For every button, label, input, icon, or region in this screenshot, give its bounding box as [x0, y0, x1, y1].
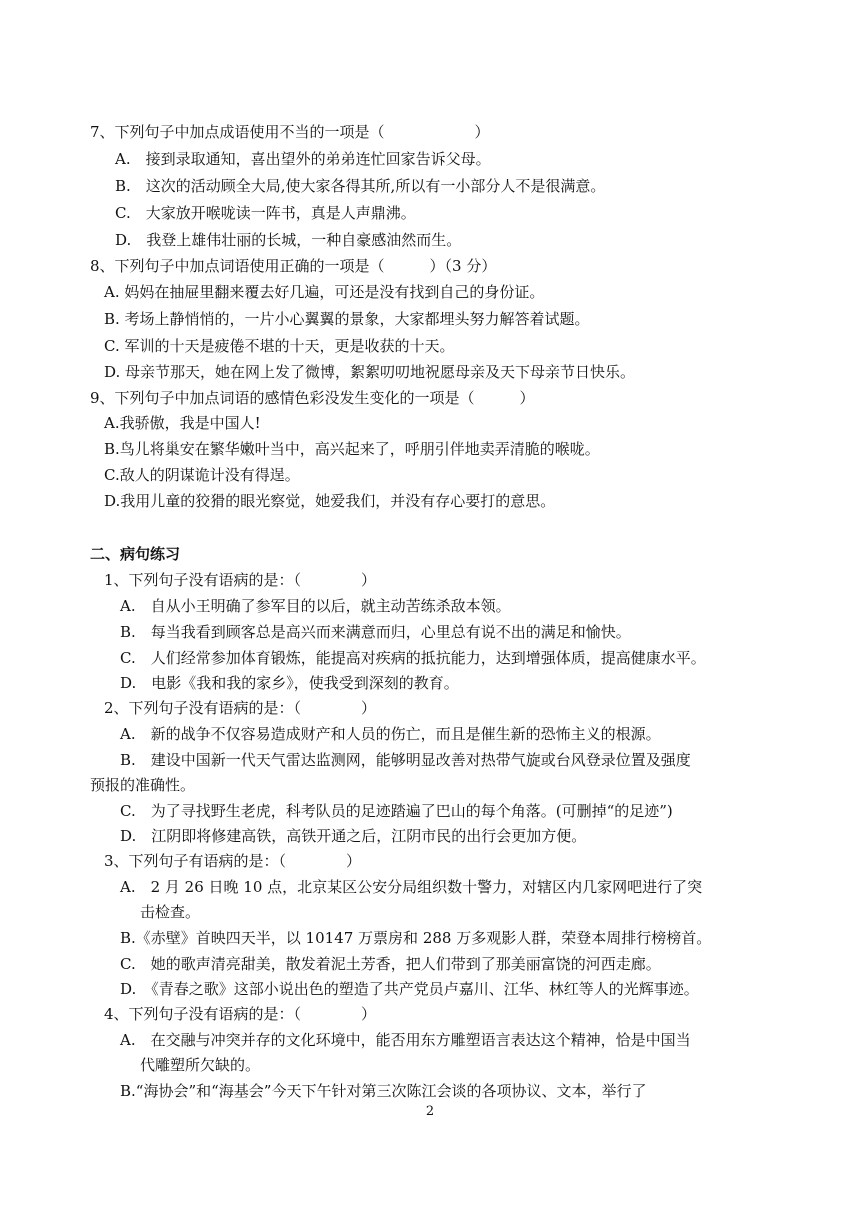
sick-sentence-q2-option-b-cont: 预报的准确性。	[90, 776, 196, 794]
page-number: 2	[425, 1104, 435, 1119]
sick-sentence-q1-option-c: C. 人们经常参加体育锻炼，能提高对疾病的抵抗能力，达到增强体质，提高健康水平。	[120, 649, 706, 667]
sick-sentence-q2-option-b: B. 建设中国新一代天气雷达监测网，能够明显改善对热带气旋或台风登录位置及强度	[120, 751, 691, 769]
question-8-option-a: A. 妈妈在抽屉里翻来覆去好几遍，可还是没有找到自己的身份证。	[104, 283, 545, 301]
question-9: 9、下列句子中加点词语的感情色彩没发生变化的一项是（ ）	[90, 389, 535, 407]
question-9-option-a: A.我骄傲，我是中国人!	[104, 414, 261, 432]
question-8: 8、下列句子中加点词语使用正确的一项是（ ）（3 分）	[90, 257, 497, 275]
question-8-option-c: C. 军训的十天是疲倦不堪的十天，更是收获的十天。	[104, 337, 455, 355]
section-title: 二、病句练习	[90, 545, 181, 563]
question-8-option-d: D. 母亲节那天，她在网上发了微博，絮絮叨叨地祝愿母亲及天下母亲节日快乐。	[104, 363, 636, 381]
sick-sentence-q4-option-b: B.“海协会”和“海基会”今天下午针对第三次陈江会谈的各项协议、文本，举行了	[120, 1082, 647, 1100]
question-7-option-c: C. 大家放开喉咙读一阵书，真是人声鼎沸。	[115, 204, 416, 222]
sick-sentence-q1-option-d: D. 电影《我和我的家乡》，使我受到深刻的教育。	[120, 674, 459, 692]
sick-sentence-q4: 4、下列句子没有语病的是：（ ）	[104, 1005, 377, 1023]
question-7-option-b: B. 这次的活动顾全大局,使大家各得其所,所以有一小部分人不是很满意。	[115, 177, 606, 195]
sick-sentence-q3-option-a-cont: 击检查。	[140, 903, 201, 921]
sick-sentence-q1-option-a: A. 自从小王明确了参军目的以后，就主动苦练杀敌本领。	[120, 597, 511, 615]
question-9-option-b: B.鸟儿将巢安在繁华嫩叶当中，高兴起来了，呼朋引伴地卖弄清脆的喉咙。	[104, 440, 600, 458]
question-7-option-d: D. 我登上雄伟壮丽的长城，一种自豪感油然而生。	[115, 231, 462, 249]
sick-sentence-q2-option-c: C. 为了寻找野生老虎，科考队员的足迹踏遍了巴山的每个角落。(可删掉“的足迹”)	[120, 802, 673, 820]
sick-sentence-q1: 1、下列句子没有语病的是：（ ）	[104, 571, 377, 589]
sick-sentence-q2-option-d: D. 江阴即将修建高铁，高铁开通之后，江阴市民的出行会更加方便。	[120, 827, 587, 845]
sick-sentence-q1-option-b: B. 每当我看到顾客总是高兴而来满意而归，心里总有说不出的满足和愉快。	[120, 623, 631, 641]
sick-sentence-q3-option-b: B.《赤壁》首映四天半，以 10147 万票房和 288 万多观影人群，荣登本周排行榜榜首。	[120, 929, 712, 947]
question-8-option-b: B. 考场上静悄悄的，一片小心翼翼的景象，大家都埋头努力解答着试题。	[104, 310, 590, 328]
sick-sentence-q4-option-a-cont: 代雕塑所欠缺的。	[140, 1056, 261, 1074]
sick-sentence-q3: 3、下列句子有语病的是：（ ）	[104, 852, 362, 870]
question-7-option-a: A. 接到录取通知，喜出望外的弟弟连忙回家告诉父母。	[115, 150, 491, 168]
sick-sentence-q4-option-a: A. 在交融与冲突并存的文化环境中，能否用东方雕塑语言表达这个精神，恰是中国当	[120, 1031, 691, 1049]
question-9-option-c: C.敌人的阴谋诡计没有得逞。	[104, 466, 300, 484]
sick-sentence-q3-option-c: C. 她的歌声清亮甜美，散发着泥土芳香，把人们带到了那美丽富饶的河西走廊。	[120, 955, 661, 973]
question-9-option-d: D.我用儿童的狡猾的眼光察觉，她爱我们，并没有存心要打的意思。	[104, 492, 556, 510]
question-7: 7、下列句子中加点成语使用不当的一项是（ ）	[90, 123, 490, 141]
sick-sentence-q2: 2、下列句子没有语病的是：（ ）	[104, 699, 377, 717]
sick-sentence-q3-option-d: D. 《青春之歌》这部小说出色的塑造了共产党员卢嘉川、江华、林红等人的光辉事迹。	[120, 980, 699, 998]
sick-sentence-q3-option-a: A. 2 月 26 日晚 10 点，北京某区公安分局组织数十警力，对辖区内几家网吧进行了突	[120, 878, 703, 896]
sick-sentence-q2-option-a: A. 新的战争不仅容易造成财产和人员的伤亡，而且是催生新的恐怖主义的根源。	[120, 725, 661, 743]
